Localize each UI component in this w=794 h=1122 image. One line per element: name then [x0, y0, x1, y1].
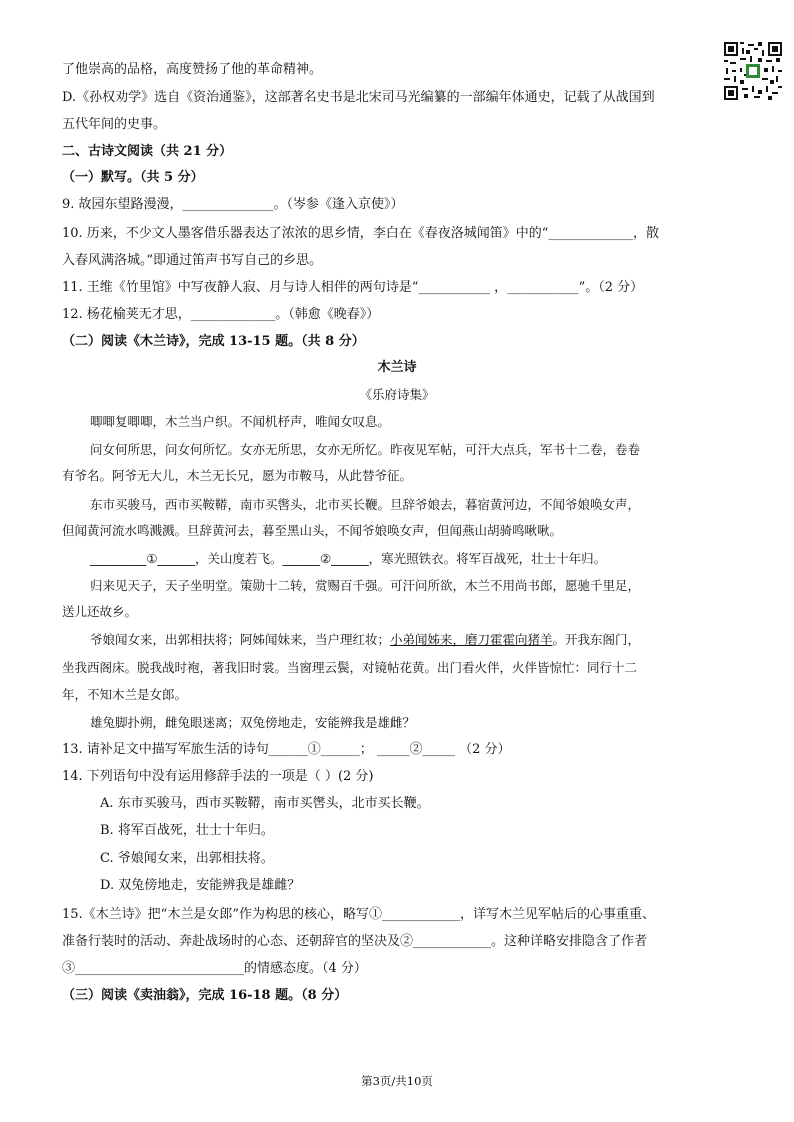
- poem-line: 问女何所思，问女何所忆。女亦无所思，女亦无所忆。昨夜见军帖，可汗大点兵，军书十二卷，卷卷: [90, 442, 641, 457]
- question-10: 10. 历来，不少文人墨客借乐器表达了浓浓的思乡情，李白在《春夜洛城闻笛》中的“_____________，散: [62, 226, 659, 241]
- subsection-heading: （三）阅读《卖油翁》，完成 16-18 题。（8 分）: [62, 988, 348, 1003]
- poem-line: 东市买骏马，西市买鞍鞯，南市买辔头，北市买长鞭。旦辞爷娘去，暮宿黄河边，不闻爷娘唤女声，: [90, 497, 641, 512]
- poem-line: 送儿还故乡。: [62, 604, 138, 619]
- poem-line-blank: _________①______，关山度若飞。______②______，寒光照铁衣。将军百战死，壮士十年归。: [90, 551, 607, 566]
- question-15-cont: 准备行装时的活动、奔赴战场时的心态、还朝辞官的坚决及②____________。这种详略安排隐含了作者: [62, 934, 648, 949]
- poem-title: 木兰诗: [377, 360, 417, 375]
- poem-line: 雄兔脚扑朔，雌兔眼迷离；双兔傍地走，安能辨我是雄雌？: [90, 715, 416, 730]
- option-d: D. 双兔傍地走，安能辨我是雄雌？: [100, 878, 301, 893]
- underlined-phrase: 小弟闻姊来，磨刀霍霍向猪羊: [390, 632, 553, 647]
- poem-line: 坐我西阁床。脱我战时袍，著我旧时裳。当窗理云鬓，对镜帖花黄。出门看火伴，火伴皆惊忙：同行十二: [62, 660, 638, 675]
- poem-line: 年，不知木兰是女郎。: [62, 687, 188, 702]
- poem-line: 但闻黄河流水鸣溅溅。旦辞黄河去，暮至黑山头，不闻爷娘唤女声，但闻燕山胡骑鸣啾啾。: [62, 523, 563, 538]
- option-c: C. 爷娘闻女来，出郭相扶将。: [100, 851, 274, 866]
- question-12: 12. 杨花榆荚无才思，_____________。（韩愈《晚春》）: [62, 307, 380, 322]
- section-heading: 二、古诗文阅读（共 21 分）: [62, 144, 233, 159]
- poem-source: 《乐府诗集》: [359, 387, 435, 402]
- poem-line: 唧唧复唧唧，木兰当户织。不闻机杼声，唯闻女叹息。: [90, 414, 391, 429]
- text-line: D.《孙权劝学》选自《资治通鉴》，这部著名史书是北宋司马光编纂的一部编年体通史，记载了从战国到: [62, 90, 655, 105]
- text-line: 了他崇高的品格，高度赞扬了他的革命精神。: [62, 62, 323, 77]
- question-9: 9. 故园东望路漫漫，______________。（岑参《逢入京使》）: [62, 197, 404, 212]
- question-10-cont: 入春风满洛城。”即通过笛声书写自己的乡思。: [62, 253, 323, 268]
- subsection-heading: （一）默写。（共 5 分）: [62, 170, 204, 185]
- poem-text: 爷娘闻女来，出郭相扶将；阿姊闻妹来，当户理红妆；: [90, 632, 391, 647]
- question-15-cont: ③__________________________的情感态度。（4 分）: [62, 961, 367, 976]
- question-11: 11. 王维《竹里馆》中写夜静人寂、月与诗人相伴的两句诗是“___________ ，___________”。（2 分）: [62, 280, 644, 295]
- option-a: A. 东市买骏马，西市买鞍鞯，南市买辔头，北市买长鞭。: [100, 796, 430, 811]
- page-number: 第3页/共10页: [361, 1074, 433, 1088]
- poem-line: [90, 630, 640, 650]
- poem-line: 有爷名。阿爷无大儿，木兰无长兄，愿为市鞍马，从此替爷征。: [62, 468, 413, 483]
- text-line: 五代年间的史事。: [62, 117, 167, 132]
- question-15: 15.《木兰诗》把“木兰是女郎”作为构思的核心，略写①____________，详写木兰见军帖后的心事重重、: [62, 907, 655, 922]
- question-13: 13. 请补足文中描写军旅生活的诗句______①______； _____②_____ （2 分）: [62, 742, 511, 757]
- option-b: B. 将军百战死，壮士十年归。: [100, 823, 274, 838]
- subsection-heading: （二）阅读《木兰诗》，完成 13-15 题。（共 8 分）: [62, 334, 365, 349]
- poem-text: 。开我东阁门，: [552, 632, 641, 647]
- question-14: 14. 下列语句中没有运用修辞手法的一项是（ ）(2 分): [62, 769, 374, 784]
- poem-line: 归来见天子，天子坐明堂。策勋十二转，赏赐百千强。可汗问所欲，木兰不用尚书郎，愿驰千里足，: [90, 578, 641, 593]
- qr-code-icon: [724, 42, 782, 100]
